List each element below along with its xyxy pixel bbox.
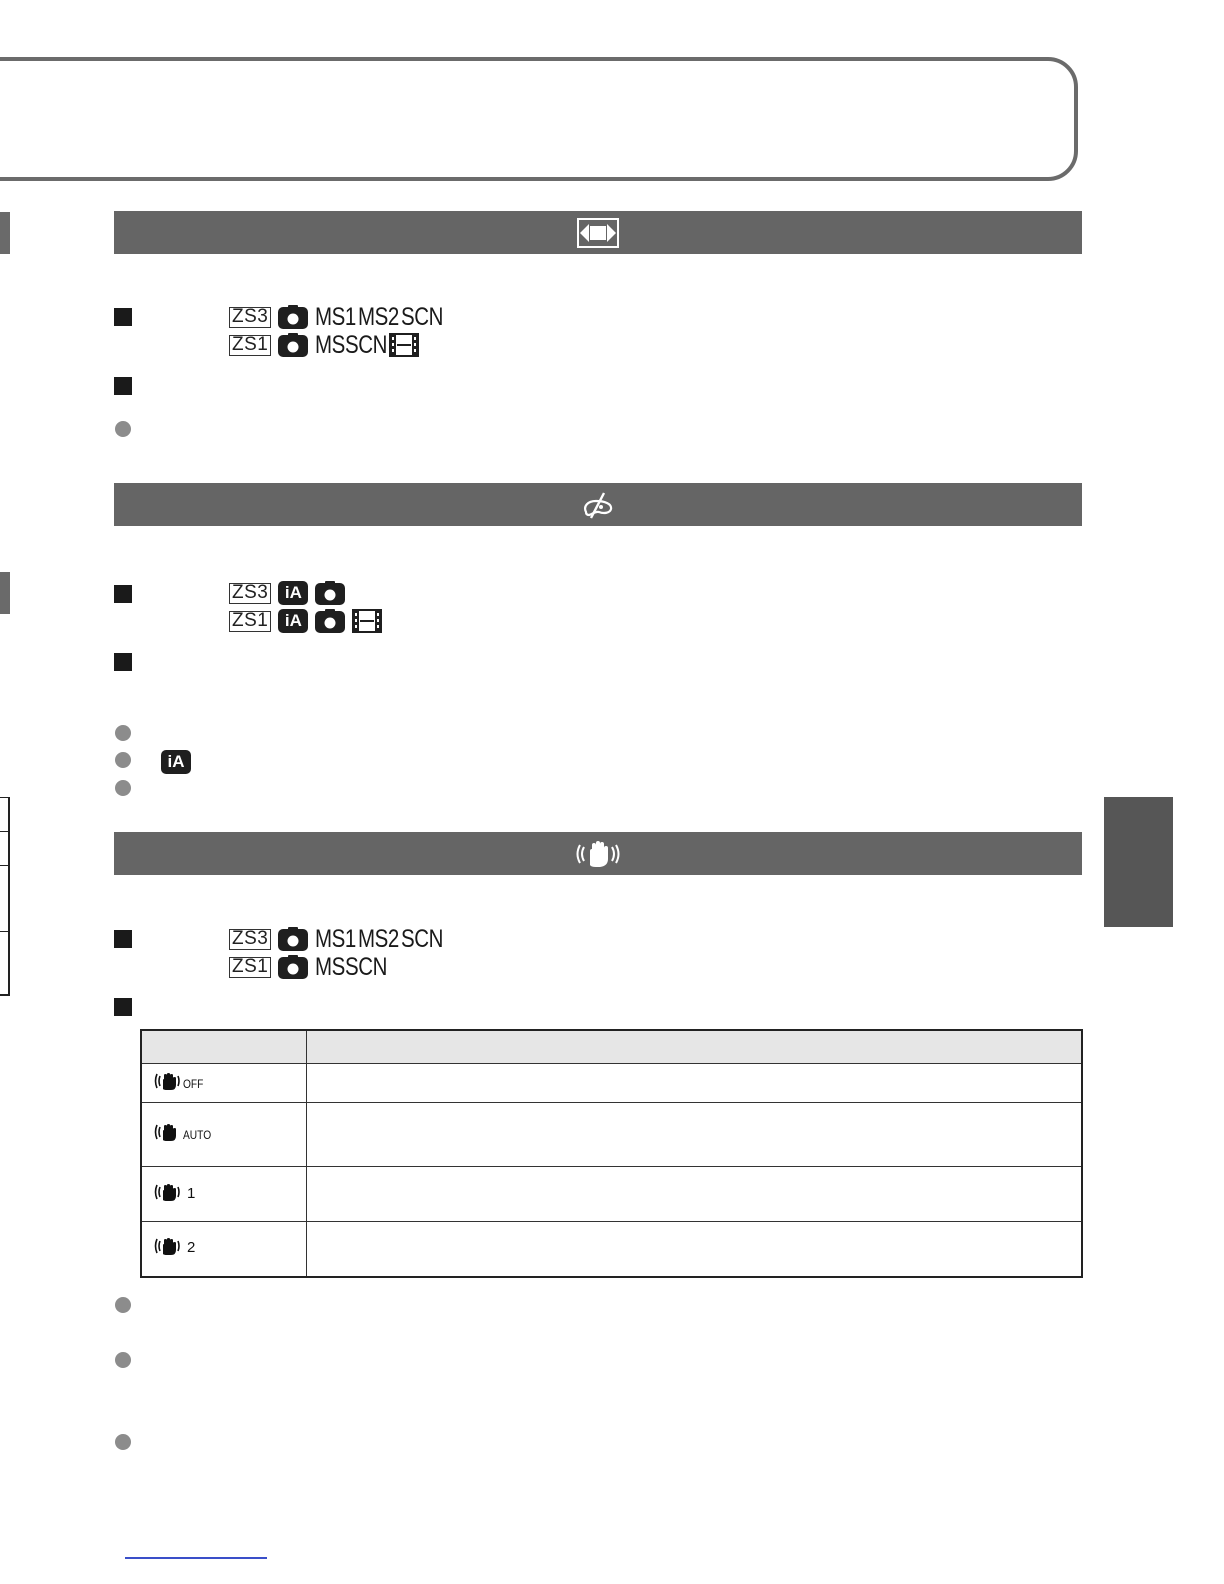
left-margin-tab bbox=[0, 572, 10, 614]
settings-bullet bbox=[114, 998, 132, 1016]
model-label-zs1: ZS1 bbox=[229, 335, 271, 356]
stabilizer-off-icon: OFF bbox=[154, 1071, 207, 1091]
model-label-zs1: ZS1 bbox=[229, 957, 271, 978]
settings-bullet bbox=[114, 653, 132, 671]
table-cell bbox=[141, 1064, 307, 1103]
table-row bbox=[141, 1103, 1082, 1167]
adjacent-table-line bbox=[0, 865, 10, 866]
note-bullet bbox=[115, 421, 131, 437]
motion-picture-icon bbox=[352, 609, 382, 633]
modes-bullet bbox=[114, 930, 132, 948]
table-cell bbox=[307, 1222, 1083, 1277]
mode-list-zs3 bbox=[229, 304, 452, 330]
table-row bbox=[141, 1064, 1082, 1103]
table-header-row bbox=[141, 1030, 1082, 1064]
mode-list-zs1 bbox=[229, 954, 396, 980]
camera-icon bbox=[278, 927, 308, 951]
mode-ms: MS bbox=[315, 952, 346, 981]
camera-icon bbox=[315, 609, 345, 633]
ia-icon: iA bbox=[161, 750, 191, 774]
mode-scn: SCN bbox=[401, 302, 444, 331]
stabilizer-mode1-icon: 1 bbox=[154, 1182, 195, 1202]
note-bullet bbox=[115, 1297, 131, 1313]
adjacent-table-line bbox=[0, 831, 10, 832]
modes-bullet bbox=[114, 308, 132, 326]
model-label-zs3: ZS3 bbox=[229, 307, 271, 328]
stabilizer-settings-table bbox=[140, 1029, 1083, 1278]
note-bullet bbox=[115, 725, 131, 741]
extended-zoom-icon bbox=[577, 218, 619, 248]
color-effect-icon bbox=[580, 490, 616, 520]
table-cell bbox=[307, 1103, 1083, 1167]
table-cell bbox=[307, 1064, 1083, 1103]
note-bullet bbox=[115, 752, 131, 768]
adjacent-table-edge bbox=[8, 797, 10, 995]
chapter-side-tab[interactable] bbox=[1104, 797, 1173, 927]
ia-icon: iA bbox=[278, 581, 308, 605]
table-row bbox=[141, 1222, 1082, 1277]
mode-ms2: MS2 bbox=[358, 302, 400, 331]
section-header-stabilizer bbox=[114, 832, 1082, 875]
camera-icon bbox=[278, 333, 308, 357]
settings-bullet bbox=[114, 377, 132, 395]
note-bullet bbox=[115, 780, 131, 796]
camera-icon bbox=[278, 955, 308, 979]
camera-icon bbox=[315, 581, 345, 605]
stabilizer-icon bbox=[574, 839, 622, 869]
table-cell bbox=[307, 1167, 1083, 1222]
mode-list-zs1 bbox=[229, 608, 382, 634]
table-cell bbox=[141, 1222, 307, 1277]
table-header-cell bbox=[307, 1030, 1083, 1064]
table-cell bbox=[141, 1167, 307, 1222]
stabilizer-auto-icon: AUTO bbox=[154, 1122, 216, 1142]
mode-list-zs1 bbox=[229, 332, 419, 358]
stabilizer-mode2-icon: 2 bbox=[154, 1236, 195, 1256]
table-cell bbox=[141, 1103, 307, 1167]
mode-ms2: MS2 bbox=[358, 924, 400, 953]
table-row bbox=[141, 1167, 1082, 1222]
page-header-frame bbox=[0, 57, 1078, 181]
mode-list-zs3 bbox=[229, 580, 345, 606]
mode-ms1: MS1 bbox=[315, 302, 357, 331]
table-header-cell bbox=[141, 1030, 307, 1064]
motion-picture-icon bbox=[389, 333, 419, 357]
adjacent-table-line bbox=[0, 931, 10, 932]
adjacent-table-line bbox=[0, 994, 10, 996]
camera-icon bbox=[278, 305, 308, 329]
mode-scn: SCN bbox=[401, 924, 444, 953]
footer-link-underline[interactable] bbox=[125, 1557, 267, 1559]
mode-ms1: MS1 bbox=[315, 924, 357, 953]
model-label-zs1: ZS1 bbox=[229, 611, 271, 632]
section-header-color-effect bbox=[114, 483, 1082, 526]
modes-bullet bbox=[114, 585, 132, 603]
mode-scn: SCN bbox=[344, 952, 387, 981]
mode-list-zs3 bbox=[229, 926, 452, 952]
left-margin-tab bbox=[0, 212, 10, 254]
model-label-zs3: ZS3 bbox=[229, 583, 271, 604]
model-label-zs3: ZS3 bbox=[229, 929, 271, 950]
mode-ms: MS bbox=[315, 330, 346, 359]
ia-icon: iA bbox=[278, 609, 308, 633]
note-bullet bbox=[115, 1352, 131, 1368]
section-header-extended-zoom bbox=[114, 211, 1082, 254]
mode-scn: SCN bbox=[344, 330, 387, 359]
adjacent-table-line bbox=[0, 797, 10, 798]
note-bullet bbox=[115, 1434, 131, 1450]
